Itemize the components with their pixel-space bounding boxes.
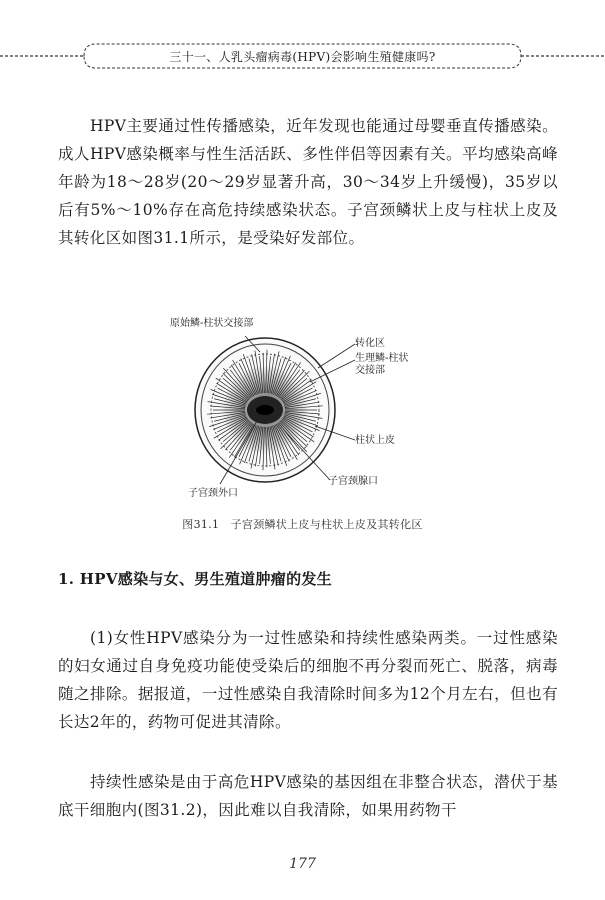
- label-physiologic-scj: 生理鳞-柱状交接部: [355, 353, 409, 376]
- figure-caption: 图31.1 子宫颈鳞状上皮与柱状上皮及其转化区: [182, 518, 423, 531]
- label-columnar-epithelium: 柱状上皮: [355, 435, 395, 446]
- label-transformation-zone: 转化区: [355, 338, 385, 349]
- header-title: 三十一、人乳头瘤病毒(HPV)会影响生殖健康吗?: [169, 50, 436, 64]
- intro-paragraph: HPV主要通过性传播感染，近年发现也能通过母婴垂直传播感染。成人HPV感染概率与性生活活跃、多性伴侣等因素有关。平均感染高峰年龄为18～28岁(20～29岁显著升高，30～34岁上升缓慢)，35岁以后有5%～10%存在高危持续感染状态。子宫颈鳞状上皮与柱状上皮及其转化区如图31.1所示，是受染好发部位。: [58, 117, 558, 247]
- section-paragraph-1: (1)女性HPV感染分为一过性感染和持续性感染两类。一过性感染的妇女通过自身免疫功能使受染后的细胞不再分裂而死亡、脱落，病毒随之排除。据报道，一过性感染自我清除时间多为12个月左右，但也有长达2年的，药物可促进其清除。: [58, 629, 558, 731]
- running-header: [0, 36, 605, 76]
- label-external-os: 子宫颈外口: [188, 488, 238, 499]
- cervix-diagram: [150, 308, 480, 508]
- section-heading: 1. HPV感染与女、男生殖道肿瘤的发生: [58, 570, 332, 588]
- label-original-scj: 原始鳞-柱状交接部: [170, 318, 254, 329]
- cervix-figure: [150, 308, 480, 508]
- section-paragraph-2: 持续性感染是由于高危HPV感染的基因组在非整合状态，潜伏于基底干细胞内(图31.2)，因此难以自我清除，如果用药物干: [58, 773, 558, 819]
- label-cervical-gland-opening: 子宫颈腺口: [328, 476, 378, 487]
- page-number: 177: [289, 856, 316, 872]
